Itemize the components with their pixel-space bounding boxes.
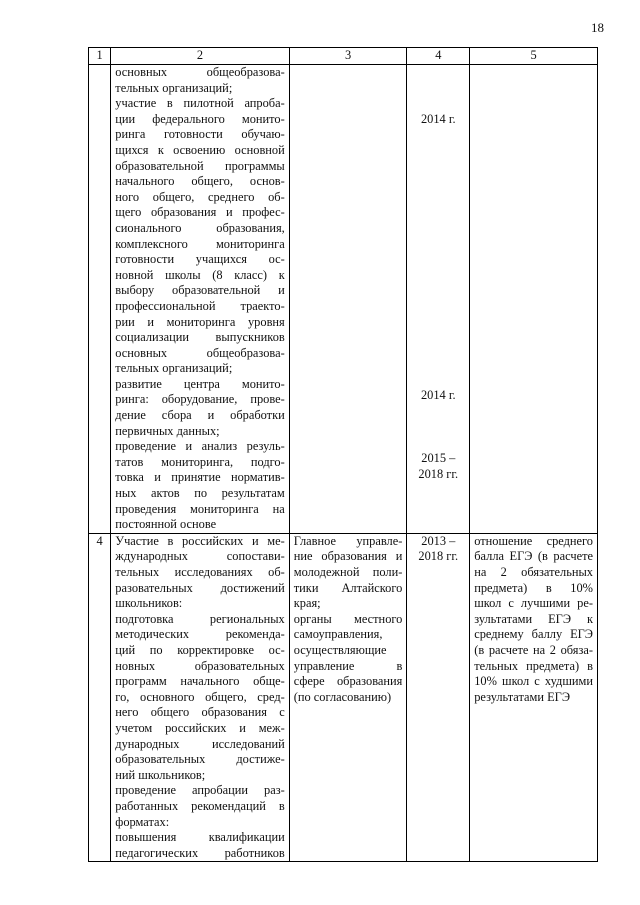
- responsible-line: (по согласованию): [293, 689, 392, 704]
- activity-line: щего образования и профес-: [115, 205, 285, 220]
- activity-line: готовности учащихся ос-: [115, 252, 285, 267]
- header-col-3: 3: [289, 48, 407, 65]
- responsible-line: сфере образования: [293, 674, 403, 689]
- activity-line: щихся к освоению основной: [115, 142, 285, 157]
- row1-number-cell: [89, 65, 111, 534]
- activity-line: программ начального обще-: [115, 674, 285, 689]
- table-row-continuation: [89, 65, 598, 534]
- indicator-line: отношение среднего: [474, 533, 593, 548]
- activity-line: ного общего, среднего об-: [115, 189, 285, 204]
- period-year: 2018 гг.: [418, 467, 459, 481]
- responsible-line: самоуправления,: [293, 627, 383, 642]
- indicator-line: (в расчете на 2 обяза-: [474, 642, 593, 657]
- row1-activity-cell: [111, 65, 289, 534]
- activity-line: первичных данных;: [115, 423, 220, 438]
- activity-line: тельных исследованиях об-: [115, 565, 285, 579]
- indicator-line: зультатами ЕГЭ к: [474, 611, 593, 626]
- activity-line: тельных организаций;: [115, 80, 233, 95]
- activity-line: образовательных достиже-: [115, 752, 285, 767]
- activity-line: татов мониторинга, подго-: [115, 454, 285, 469]
- period-year: 2015 –: [421, 451, 456, 465]
- activity-line: начального общего, основ-: [115, 174, 285, 189]
- indicator-line: результатами ЕГЭ: [474, 689, 571, 704]
- activity-line: постоянной основе: [115, 517, 217, 532]
- activity-line: новной школы (8 класс) к: [115, 267, 285, 282]
- row4-responsible-cell: [289, 533, 407, 861]
- activity-line: сионального образования,: [115, 220, 285, 235]
- responsible-line: органы местного: [293, 611, 403, 626]
- period-year: 2018 гг.: [418, 549, 459, 564]
- row4-activity-cell: [111, 533, 289, 861]
- activity-line: участие в пилотной апроба-: [115, 96, 285, 111]
- activity-line: ных актов по результатам: [115, 486, 285, 501]
- header-col-1: 1: [89, 48, 111, 65]
- indicator-line: школ с лучшими ре-: [474, 596, 593, 611]
- activity-line: новных образовательных: [115, 658, 285, 673]
- activity-line: ций по корректировке ос-: [115, 642, 285, 657]
- responsible-line: тики Алтайского: [293, 580, 403, 595]
- responsible-line: Главное управле-: [293, 533, 403, 548]
- responsible-line: молодежной поли-: [293, 565, 403, 579]
- header-row: [89, 48, 598, 65]
- activity-line: разовательных достижений: [115, 580, 285, 595]
- row1-period-cell: [407, 65, 470, 534]
- activity-line: дународных исследований: [115, 736, 285, 751]
- activity-line: него общего образования с: [115, 705, 285, 720]
- indicator-line: предмета) в 10%: [474, 580, 593, 595]
- activity-line: дение сбора и обработки: [115, 408, 285, 423]
- indicator-line: балла ЕГЭ (в расчете: [474, 549, 593, 564]
- activity-line: учетом российских и меж-: [115, 720, 285, 735]
- table-row-4: [89, 533, 598, 861]
- activity-line: основных общеобразова-: [115, 65, 285, 79]
- activity-line: профессиональной траекто-: [115, 298, 285, 313]
- activity-line: рии и мониторинга уровня: [115, 314, 285, 329]
- responsible-line: осуществляющие: [293, 642, 387, 657]
- period-year: 2013 –: [421, 533, 456, 548]
- activity-line: го, основного общего, сред-: [115, 689, 285, 704]
- document-table: [88, 47, 598, 862]
- activity-line: проведения мониторинга на: [115, 501, 285, 516]
- row1-responsible-cell: [289, 65, 407, 534]
- activity-line: проведение и анализ резуль-: [115, 439, 285, 454]
- activity-line: Участие в российских и ме-: [115, 533, 285, 548]
- activity-line: ции федерального монито-: [115, 111, 285, 126]
- activity-line: форматах:: [115, 814, 170, 829]
- row4-period-cell: [407, 533, 470, 861]
- header-col-4: 4: [407, 48, 470, 65]
- period-year: 2014 г.: [420, 388, 456, 402]
- header-col-2: 2: [111, 48, 289, 65]
- indicator-line: тельных предмета) в: [474, 658, 593, 673]
- activity-line: школьников:: [115, 596, 183, 611]
- activity-line: выбору образовательной и: [115, 283, 285, 298]
- row4-indicator-cell: [470, 533, 598, 861]
- activity-line: подготовка региональных: [115, 611, 285, 626]
- activity-line: работанных рекомендаций в: [115, 798, 285, 813]
- indicator-line: 10% школ с худшими: [474, 674, 593, 689]
- activity-line: ринга готовности обучаю-: [115, 127, 285, 142]
- activity-line: методических рекоменда-: [115, 627, 285, 642]
- indicator-line: среднему баллу ЕГЭ: [474, 627, 593, 642]
- activity-line: педагогических работников: [115, 845, 285, 860]
- period-year: 2014 г.: [420, 112, 456, 126]
- responsible-line: ние образования и: [293, 549, 403, 564]
- activity-line: повышения квалификации: [115, 830, 285, 845]
- activity-line: образовательной программы: [115, 158, 285, 173]
- activity-line: основных общеобразова-: [115, 345, 285, 360]
- indicator-line: на 2 обязательных: [474, 565, 593, 579]
- activity-line: ринга: оборудование, прове-: [115, 392, 285, 407]
- responsible-line: края;: [293, 596, 321, 611]
- activity-line: развитие центра монито-: [115, 376, 285, 391]
- page-number: 18: [591, 20, 604, 35]
- activity-line: ний школьников;: [115, 767, 206, 782]
- row4-number-cell: 4: [89, 533, 111, 861]
- header-col-5: 5: [470, 48, 598, 65]
- activity-line: тельных организаций;: [115, 361, 233, 376]
- activity-line: социализации выпускников: [115, 330, 285, 345]
- activity-line: ждународных сопостави-: [115, 549, 285, 564]
- responsible-line: управление в: [293, 658, 403, 673]
- activity-line: комплексного мониторинга: [115, 236, 285, 251]
- activity-line: проведение апробации раз-: [115, 783, 285, 798]
- row1-indicator-cell: [470, 65, 598, 534]
- activity-line: товка и принятие норматив-: [115, 470, 285, 485]
